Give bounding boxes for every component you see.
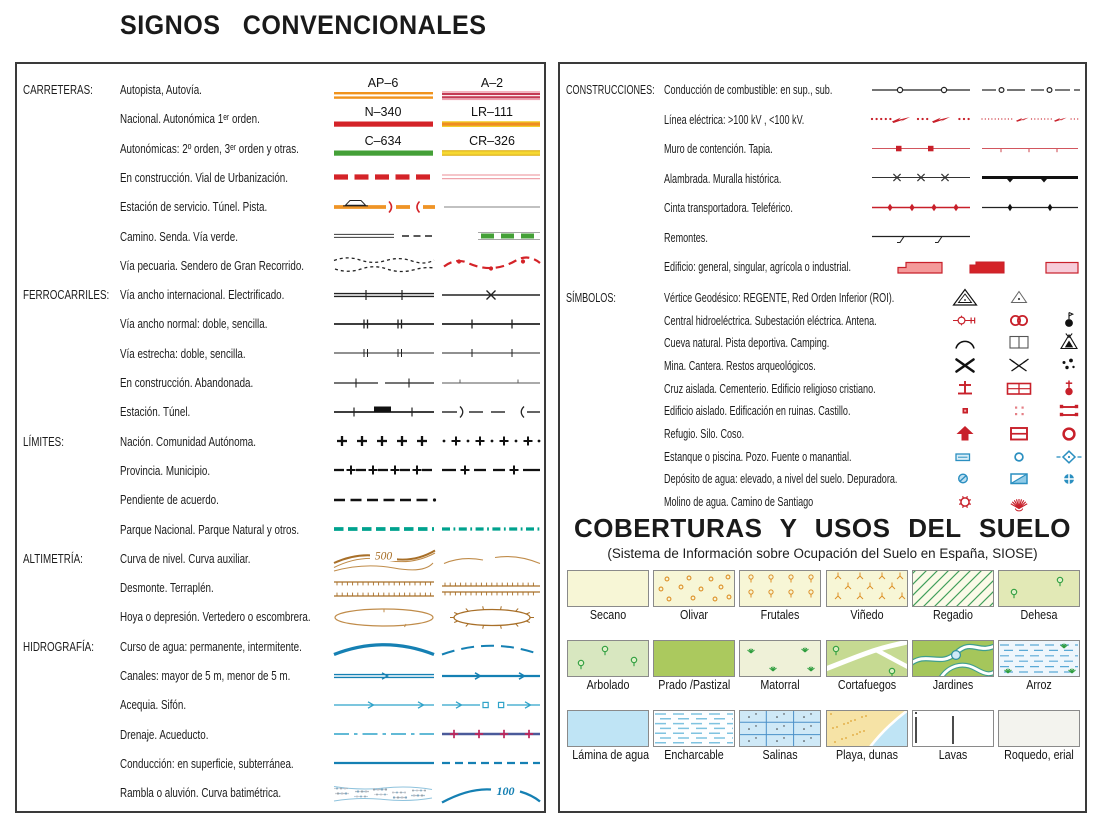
landuse-cell-label: Regadio [932, 608, 973, 622]
fuel-pipeline-surface-fuel-pipeline-underground-symbol [870, 76, 1082, 105]
landuse-cell-label: Lámina de agua [572, 748, 650, 762]
road-urbanization-icon [442, 175, 540, 179]
legend-entry-label: Vértice Geodésico: REGENTE, Red Orden Inferior (ROI). [664, 291, 895, 305]
landuse-cell [566, 640, 650, 692]
legend-entry-label: Vía estrecha: doble, sencilla. [120, 346, 246, 361]
cemetery-icon [1008, 383, 1031, 394]
boundary-pending-icon [334, 498, 436, 501]
fuel-pipeline-surface-icon [872, 87, 970, 92]
hydro-plant-substation-antenna-symbol [890, 310, 1088, 332]
landuse-cell-label: Arbolado [586, 678, 630, 692]
substation-icon [1011, 316, 1027, 325]
legend-entry-label: Estación. Túnel. [120, 405, 191, 420]
rail-station-icon [334, 406, 434, 416]
landuse-cell [652, 570, 736, 622]
legend-entry-label: Autopista, Autovía. [120, 83, 202, 97]
contour-main-contour-aux-symbol [332, 544, 542, 573]
canal-major-icon [334, 672, 434, 678]
landuse-cell-label: Encharcable [664, 748, 724, 762]
rail-station-rail-tunnel-symbol [332, 398, 542, 427]
vertedero-icon [450, 606, 534, 628]
acueducto-icon [442, 730, 540, 738]
landuse-cell [825, 570, 909, 622]
conveyor-belt-icon [872, 203, 970, 210]
legend-entry-label: Estación de servicio. Túnel. Pista. [120, 200, 268, 215]
boundary-nation-boundary-region-symbol [332, 427, 542, 456]
camino-santiago-icon [1011, 499, 1027, 511]
mine-icon [957, 359, 974, 371]
isolated-building-ruins-castle-symbol [890, 400, 1088, 422]
dehesa-swatch [998, 570, 1080, 607]
historic-wall-icon [982, 178, 1078, 183]
building-general-building-singular-building-agri-industrial-symbol [870, 253, 1082, 282]
landuse-cell-label: Matorral [760, 678, 801, 692]
regadio-swatch [912, 570, 994, 607]
rail-normal-single-icon [442, 319, 540, 328]
acequia-sifon-symbol [332, 691, 542, 720]
wire-fence-historic-wall-symbol [870, 164, 1082, 193]
cave-icon [956, 342, 974, 349]
canal-major-canal-minor-symbol [332, 662, 542, 691]
rail-abandoned-icon [442, 379, 540, 383]
section-label: CARRETERAS: [23, 83, 93, 97]
geodesic-regente-geodesic-roi-symbol [890, 287, 1088, 309]
antenna-icon [1065, 312, 1073, 326]
water-permanent-water-intermittent-symbol [332, 632, 542, 661]
desmonte-icon [334, 582, 434, 596]
landuse-cell-label: Jardines [932, 678, 974, 692]
rail-narrow-single-icon [442, 349, 540, 357]
castle-icon [1060, 405, 1078, 416]
silo-icon [1011, 428, 1027, 440]
arbolado-swatch [567, 640, 649, 677]
legend-entry-label: Hoya o depresión. Vertedero o escombrera. [120, 610, 311, 625]
landuse-cell-label: Lavas [938, 748, 968, 762]
spring-icon [1057, 451, 1082, 463]
symbol-text: AP–6 [367, 75, 399, 90]
legend-entry-label: Depósito de agua: elevado, a nivel del suelo. Depuradora. [664, 472, 898, 487]
landuse-cell [825, 710, 909, 762]
rail-tunnel-icon [442, 406, 540, 417]
hoya-vertedero-symbol [332, 603, 542, 632]
legend-entry-label: Refugio. Silo. Coso. [664, 426, 745, 441]
cortafuegos-swatch [826, 640, 908, 677]
ski-lift-symbol [870, 223, 1082, 252]
water-permanent-icon [334, 645, 434, 655]
rambla-icon [334, 786, 432, 801]
road-a2-icon [442, 76, 540, 100]
archaeological-icon [1063, 359, 1075, 370]
refuge-icon [957, 426, 974, 441]
water-mill-icon [959, 496, 971, 508]
salinas-swatch [739, 710, 821, 747]
bathymetric-icon [442, 784, 540, 803]
pond-pool-icon [956, 454, 970, 461]
sports-court-icon [1010, 337, 1028, 349]
road-ap6-icon [334, 76, 433, 99]
section-label: ALTIMETRÍA: [23, 551, 83, 566]
symbol-text: 500 [374, 550, 393, 563]
legend-entry-label: Alambrada. Muralla histórica. [664, 171, 782, 186]
legend-entry-label: Nacional. Autonómica 1ᵉʳ orden. [120, 112, 260, 127]
landuse-cell [566, 570, 650, 622]
water-tank-elevated-icon [959, 474, 968, 483]
coberturas-title: COBERTURAS Y USOS DEL SUELO [573, 513, 1072, 543]
legend-entry-label: Remontes. [664, 230, 708, 245]
legend-entry-label: Curso de agua: permanente, intermitente. [120, 639, 302, 654]
fuel-pipeline-underground-icon [982, 87, 1080, 92]
symbol-text: A–2 [480, 75, 504, 90]
landuse-cell-label: Viñedo [850, 608, 884, 622]
roquedo-swatch [998, 710, 1080, 747]
landuse-cell [911, 710, 995, 762]
canal-minor-icon [442, 672, 540, 678]
coberturas-subtitle: (Sistema de Información sobre Ocupación del Suelo en España, SIOSE) [607, 546, 1038, 561]
legend-entry-label: Línea eléctrica: >100 kV , <100 kV. [664, 112, 805, 127]
landuse-cell [911, 570, 995, 622]
lavas-swatch [912, 710, 994, 747]
landuse-cell [738, 570, 822, 622]
powerline-high-icon [871, 117, 970, 123]
rail-narrow-double-icon [334, 349, 434, 357]
landuse-cell [566, 710, 650, 762]
legend-entry-label: Autonómicas: 2º orden, 3ᵉʳ orden y otras. [120, 141, 299, 156]
symbol-text: N–340 [364, 104, 402, 119]
rail-international-icon [334, 290, 434, 300]
drenaje-acueducto-symbol [332, 720, 542, 749]
secano-swatch [567, 570, 649, 607]
retaining-wall-tapia-symbol [870, 135, 1082, 164]
powerline-low-icon [981, 118, 1078, 122]
sendero-gr-icon [444, 258, 540, 271]
landuse-cell-label: Frutales [761, 608, 800, 622]
service-station-tunnel-pista-symbol [332, 193, 542, 222]
sifon-icon [442, 702, 540, 708]
water-mill-camino-santiago-symbol [890, 491, 1088, 513]
legend-entry-label: Camino. Senda. Vía verde. [120, 229, 238, 244]
rail-construction-rail-abandoned-symbol [332, 369, 542, 398]
playa-swatch [826, 710, 908, 747]
legend-entry-label: Cueva natural. Pista deportiva. Camping. [664, 336, 830, 351]
landuse-cell [652, 640, 736, 692]
legend-entry-label: Conducción: en superficie, subterránea. [120, 756, 294, 771]
landuse-cell [997, 710, 1081, 762]
pond-pool-well-spring-symbol [890, 446, 1088, 468]
hydro-plant-icon [953, 315, 976, 325]
building-agri-industrial-icon [1046, 262, 1078, 273]
section-label: LÍMITES: [23, 434, 64, 449]
landuse-cell-label: Prado /Pastizal [658, 678, 731, 692]
conduction-surface-conduction-underground-symbol [332, 749, 542, 778]
legend-entry-label: Nación. Comunidad Autónoma. [120, 434, 256, 449]
rail-electrified-icon [442, 290, 540, 299]
rail-normal-double-icon [334, 319, 434, 328]
legend-entry-label: Estanque o piscina. Pozo. Fuente o manantial. [664, 449, 852, 464]
cave-sports-court-camping-symbol [890, 332, 1088, 354]
refuge-silo-bullring-symbol [890, 423, 1088, 445]
rail-normal-double-rail-normal-single-symbol [332, 310, 542, 339]
powerline-high-powerline-low-symbol [870, 105, 1082, 134]
church-icon [1065, 380, 1072, 395]
landuse-cell [738, 640, 822, 692]
cross-icon [958, 381, 972, 394]
legend-entry-label: Mina. Cantera. Restos arqueológicos. [664, 358, 816, 373]
service-station-tunnel-icon [334, 200, 435, 212]
lamina-swatch [567, 710, 649, 747]
prado-swatch [653, 640, 735, 677]
tapia-icon [982, 148, 1078, 152]
road-c634-road-cr326-symbol [332, 134, 542, 163]
legend-entry-label: Desmonte. Terraplén. [120, 581, 214, 596]
via-pecuaria-sendero-gr-symbol [332, 251, 542, 280]
wire-fence-icon [872, 174, 970, 181]
boundary-municipality-icon [442, 466, 540, 475]
symbol-text: H [970, 316, 976, 326]
road-n340-road-lr111-symbol [332, 105, 542, 134]
legend-entry-label: Muro de contención. Tapia. [664, 142, 773, 156]
boundary-province-boundary-municipality-symbol [332, 456, 542, 485]
road-n340-icon [334, 105, 433, 127]
jardines-swatch [912, 640, 994, 677]
hoya-icon [335, 609, 433, 627]
legend-entry-label: En construcción. Vial de Urbanización. [120, 170, 289, 185]
quarry-icon [1010, 359, 1029, 371]
symbol-text: LR–111 [471, 104, 513, 119]
rail-international-rail-electrified-symbol [332, 281, 542, 310]
landuse-cell [652, 710, 736, 762]
section-label: FERROCARRILES: [23, 288, 110, 303]
building-general-icon [898, 262, 942, 273]
camping-icon [1061, 334, 1077, 349]
building-singular-icon [970, 262, 1004, 273]
legend-entry-label: Vía ancho normal: doble, sencilla. [120, 317, 268, 332]
legend-entry-label: Edificio: general, singular, agrícola o industrial. [664, 260, 851, 274]
via-pecuaria-icon [334, 258, 434, 272]
water-tank-elevated-water-tank-ground-treatment-plant-symbol [890, 468, 1088, 490]
frutales-swatch [739, 570, 821, 607]
landuse-cell [997, 570, 1081, 622]
ruins-icon [1015, 407, 1024, 416]
contour-aux-icon [444, 557, 540, 564]
road-c634-icon [334, 134, 433, 156]
cable-car-icon [982, 203, 1078, 210]
legend-entry-label: Vía ancho internacional. Electrificado. [120, 288, 285, 303]
section-label: CONSTRUCCIONES: [566, 83, 655, 97]
treatment-plant-icon [1064, 474, 1075, 485]
landuse-cell [738, 710, 822, 762]
water-intermittent-icon [442, 646, 540, 655]
legend-entry-label: Rambla o aluvión. Curva batimétrica. [120, 786, 282, 801]
landuse-cell-label: Dehesa [1020, 608, 1058, 622]
boundary-province-icon [334, 466, 432, 475]
arroz-swatch [998, 640, 1080, 677]
boundary-nation-icon [337, 436, 427, 446]
symbol-text: 100 [496, 783, 515, 798]
right-panel [558, 62, 1087, 813]
retaining-wall-icon [872, 145, 970, 151]
legend-entry-label: Cinta transportadora. Teleférico. [664, 201, 793, 215]
road-lr111-icon [442, 105, 540, 127]
legend-entry-label: Molino de agua. Camino de Santiago [664, 494, 814, 509]
legend-entry-label: Pendiente de acuerdo. [120, 493, 219, 508]
legend-entry-label: Conducción de combustible: en sup., sub. [664, 83, 833, 97]
vinedo-swatch [826, 570, 908, 607]
legend-entry-label: Provincia. Municipio. [120, 463, 211, 478]
landuse-cell [825, 640, 909, 692]
acequia-icon [334, 702, 434, 708]
geodesic-roi-icon [1012, 292, 1027, 303]
page-title: SIGNOS CONVENCIONALES [120, 10, 487, 40]
camino-senda-via-verde-symbol [332, 222, 542, 251]
legend-entry-label: Vía pecuaria. Sendero de Gran Recorrido. [120, 258, 305, 273]
legend-entry-label: Central hidroeléctrica. Subestación eléctrica. Antena. [664, 313, 877, 328]
road-under-construction-road-urbanization-symbol [332, 163, 542, 192]
ski-lift-icon [872, 237, 970, 243]
legend-entry-label: Acequia. Sifón. [120, 698, 187, 713]
olivar-swatch [653, 570, 735, 607]
section-label: HIDROGRAFÍA: [23, 639, 94, 654]
boundary-pending-symbol [332, 486, 542, 515]
legend-entry-label: Curva de nivel. Curva auxiliar. [120, 551, 251, 566]
landuse-cell-label: Olivar [680, 608, 709, 622]
camino-senda-icon [334, 234, 436, 237]
rail-narrow-double-rail-narrow-single-symbol [332, 339, 542, 368]
desmonte-terraplen-symbol [332, 574, 542, 603]
boundary-region-icon [443, 437, 541, 446]
mine-quarry-archaeological-symbol [890, 355, 1088, 377]
well-icon [1015, 453, 1023, 461]
terraplen-icon [442, 582, 540, 595]
symbol-text: C–634 [364, 134, 402, 149]
landuse-cell-label: Cortafuegos [837, 678, 896, 692]
via-verde-icon [478, 233, 540, 240]
legend-entry-label: Parque Nacional. Parque Natural y otros. [120, 522, 300, 537]
legend-entry-label: Edificio aislado. Edificación en ruinas. Castillo. [664, 404, 851, 419]
left-panel [15, 62, 546, 813]
geodesic-regente-icon [954, 290, 977, 306]
rambla-bathymetric-symbol [332, 779, 542, 808]
road-cr326-icon [442, 134, 540, 156]
landuse-cell [911, 640, 995, 692]
contour-main-icon [334, 551, 435, 572]
landuse-cell-label: Arroz [1026, 678, 1052, 692]
legend-entry-label: En construcción. Abandonada. [120, 376, 254, 390]
rail-construction-icon [334, 378, 434, 387]
bullring-icon [1064, 428, 1075, 439]
park-national-park-natural-symbol [332, 515, 542, 544]
landuse-cell-label: Roquedo, erial [1004, 748, 1074, 762]
landuse-cell-label: Salinas [762, 748, 798, 762]
legend-entry-label: Cruz aislada. Cementerio. Edificio religioso cristiano. [664, 381, 876, 396]
legend-entry-label: Drenaje. Acueducto. [120, 727, 209, 742]
landuse-cell-label: Secano [589, 608, 627, 622]
symbol-text: CR–326 [469, 134, 515, 149]
conveyor-belt-cable-car-symbol [870, 194, 1082, 223]
matorral-swatch [739, 640, 821, 677]
isolated-building-icon [963, 408, 969, 414]
road-ap6-road-a2-symbol [332, 76, 542, 105]
landuse-cell [997, 640, 1081, 692]
water-tank-ground-icon [1011, 474, 1027, 484]
encharcable-swatch [653, 710, 735, 747]
cross-cemetery-church-symbol [890, 378, 1088, 400]
legend-entry-label: Canales: mayor de 5 m, menor de 5 m. [120, 669, 291, 683]
section-label: SÍMBOLOS: [566, 291, 616, 305]
landuse-cell-label: Playa, dunas [835, 748, 898, 762]
